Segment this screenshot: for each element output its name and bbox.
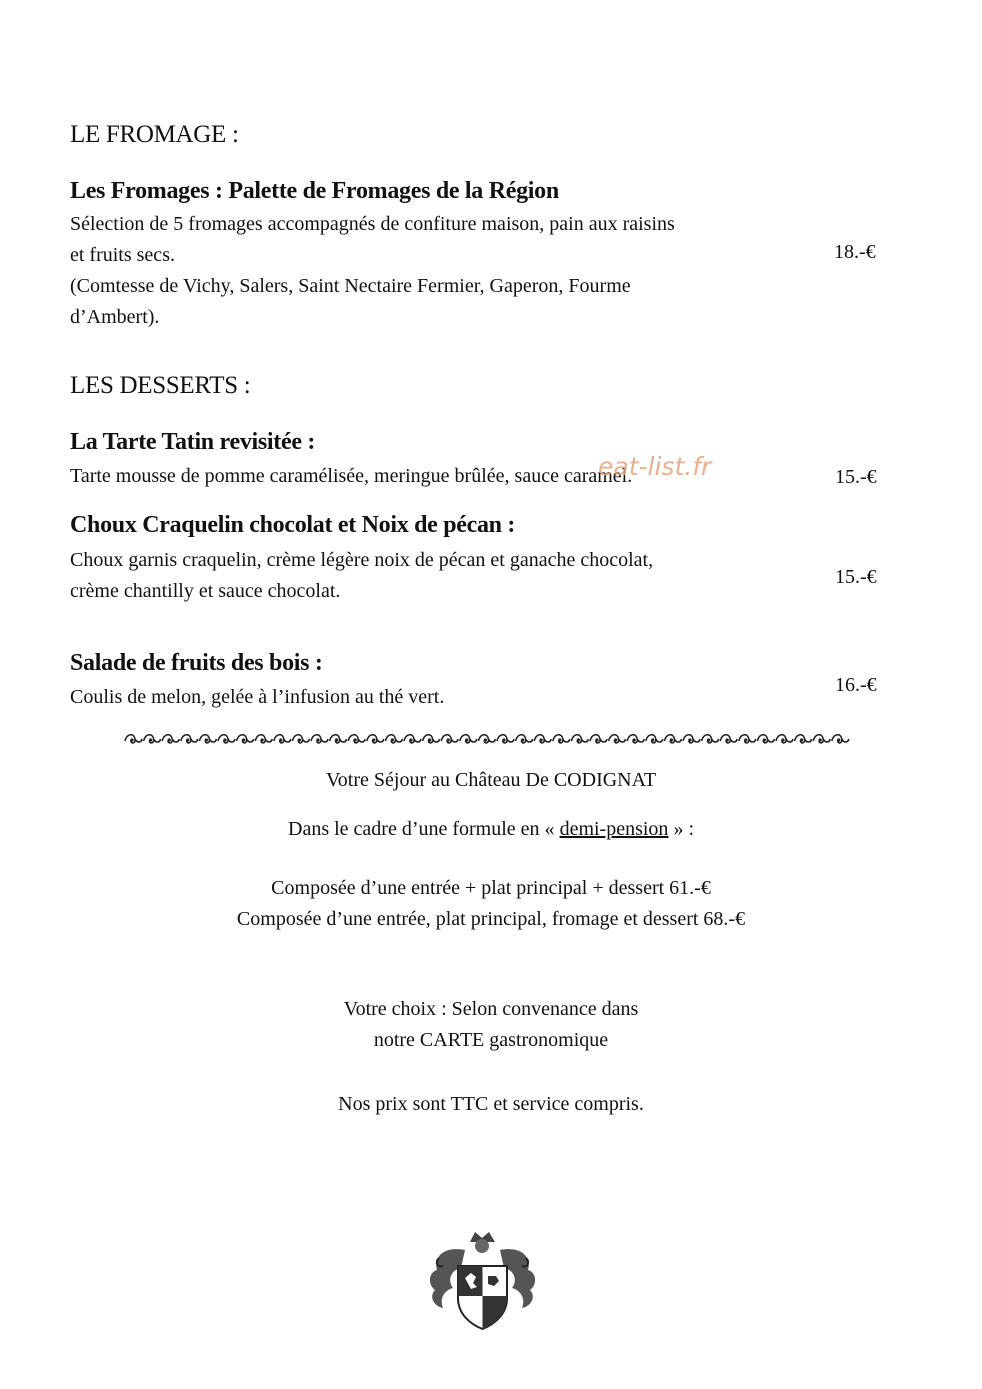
ornamental-swirl-divider-icon [124, 729, 860, 751]
cheese-item-title: Les Fromages : Palette de Fromages de la Région [70, 178, 559, 204]
coat-of-arms-crest-icon [425, 1228, 540, 1333]
dessert-item-desc-line-1: Coulis de melon, gelée à l’infusion au thé vert. [70, 686, 445, 708]
dessert-item-title: Choux Craquelin chocolat et Noix de pécan : [70, 512, 516, 538]
dessert-item-desc-line-2: crème chantilly et sauce chocolat. [70, 580, 341, 602]
dessert-item-price: 15.-€ [835, 466, 877, 488]
cheese-item-price: 18.-€ [834, 241, 876, 263]
formula-option-2: Composée d’une entrée, plat principal, fromage et dessert 68.-€ [236, 908, 746, 930]
cheese-item-desc-line-4: d’Ambert). [70, 306, 160, 328]
desserts-heading: LES DESSERTS : [70, 372, 251, 399]
dessert-item-title: Salade de fruits des bois : [70, 650, 323, 676]
half-board-link[interactable]: demi-pension [559, 818, 669, 840]
watermark-text: eat-list.fr [598, 452, 712, 481]
formula-option-1: Composée d’une entrée + plat principal + dessert 61.-€ [271, 877, 711, 899]
formula-suffix: » : [668, 818, 694, 840]
cheese-item-desc-line-3: (Comtesse de Vichy, Salers, Saint Nectaire Fermier, Gaperon, Fourme [70, 275, 631, 297]
stay-title: Votre Séjour au Château De CODIGNAT [325, 769, 657, 791]
price-note: Nos prix sont TTC et service compris. [338, 1093, 644, 1115]
cheese-heading: LE FROMAGE : [70, 121, 239, 148]
dessert-item-price: 16.-€ [835, 674, 877, 696]
cheese-item-desc-line-1: Sélection de 5 fromages accompagnés de confiture maison, pain aux raisins [70, 213, 675, 235]
choice-line-1: Votre choix : Selon convenance dans [343, 998, 639, 1020]
cheese-item-desc-line-2: et fruits secs. [70, 244, 175, 266]
dessert-item-desc-line-1: Tarte mousse de pomme caramélisée, meringue brûlée, sauce caramel. [70, 465, 633, 487]
half-board-formula-line [0, 818, 982, 841]
dessert-item-title: La Tarte Tatin revisitée : [70, 429, 316, 455]
choice-line-2: notre CARTE gastronomique [373, 1029, 609, 1051]
dessert-item-desc-line-1: Choux garnis craquelin, crème légère noix de pécan et ganache chocolat, [70, 549, 654, 571]
formula-prefix: Dans le cadre d’une formule en « [288, 818, 560, 840]
dessert-item-price: 15.-€ [835, 566, 877, 588]
